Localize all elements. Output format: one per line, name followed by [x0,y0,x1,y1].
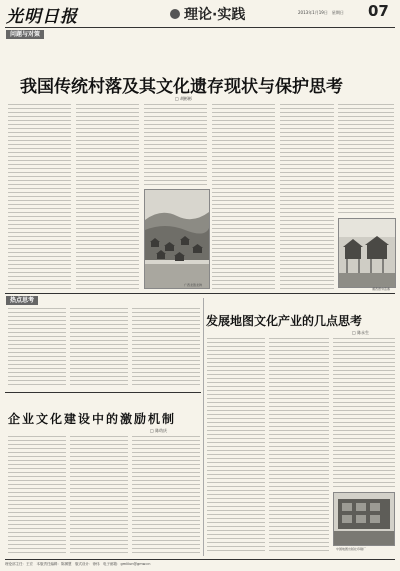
article3-column-2 [70,436,128,554]
section-title [170,4,245,24]
article3-byline-name: 陈幼庆 [155,428,168,433]
houses-photo-icon [339,219,395,287]
article2-column-1 [207,338,265,554]
masthead-rule [5,27,395,28]
article2-column-3 [333,338,395,488]
article3-top-rule [5,392,201,393]
article1-tag: 问题与对策 [6,30,44,39]
masthead-logo: 光明日报 [6,7,78,27]
printing-photo-icon [334,493,394,545]
article1-column-2 [76,104,139,290]
article1-column-5 [280,104,334,290]
byline-icon: □ [150,428,156,433]
section-title-text: 理论·实践 [184,7,246,23]
article1-byline [175,96,192,102]
article1-column-1 [8,104,71,290]
article2-headline: 发展地图文化产业的几点思考 [206,314,363,328]
footer-rule [5,559,395,560]
page-number: 07 [368,2,389,20]
article2-tag: 热点思考 [6,296,38,305]
left-block-column-3 [132,308,200,388]
article1-byline-name: 胡彬彬 [180,96,193,101]
column-divider [203,298,204,556]
article1-column-6 [338,104,394,214]
article2-byline [352,330,369,336]
article3-byline [150,428,167,434]
article1-photo-houses [338,218,396,288]
article1-photo2-caption: 湘西德夯苗寨 [372,287,391,291]
article1-column-4 [212,104,275,290]
article2-column-2 [269,338,329,554]
article2-photo [333,492,395,546]
village-photo-icon [145,190,209,288]
article2-byline-name: 陈永生 [357,330,370,335]
left-block-column-2 [70,308,128,388]
article2-photo-caption: 中国地图出版社印刷厂 [336,547,367,551]
article1-bottom-rule [5,293,395,294]
article1-column-3 [144,104,207,186]
left-block-column-1 [8,308,66,388]
article3-column-1 [8,436,66,554]
byline-icon: □ [352,330,358,335]
article1-photo-village [144,189,210,289]
article3-headline: 企业文化建设中的激励机制 [8,412,177,426]
section-dot-icon [170,9,180,19]
date-line: 2013年1月19日 星期日 [298,10,344,15]
article3-column-3 [132,436,200,554]
byline-icon: □ [175,96,181,101]
article1-photo-caption: 广西龙胜龙脊 [184,283,203,287]
article1-headline: 我国传统村落及其文化遗存现状与保护思考 [20,77,343,97]
footer-text: 理论部主任：王宏 本版责任编辑：陈渊慧 版式设计：徐伟 电子邮箱：gmlilun@gmw.cn [5,562,151,566]
